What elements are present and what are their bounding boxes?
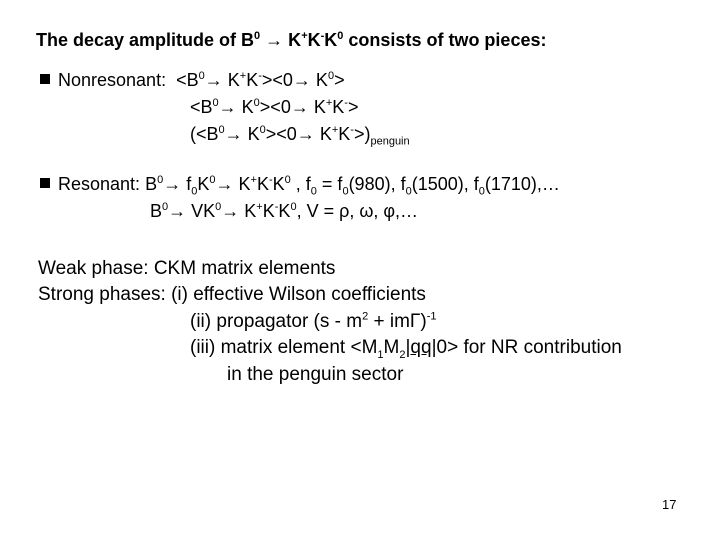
nonresonant-line-1: Nonresonant: $<B^0\to K^+K^-><0\to K^0>$ <box>58 70 345 90</box>
bullet-nonresonant <box>40 74 50 84</box>
resonant-label: Resonant: <box>58 174 141 194</box>
slide-title: The decay amplitude of $B^0 \to K^+K^-K^0$ consists of two pieces: <box>36 30 547 50</box>
weak-phase-line: Weak phase: CKM matrix elements <box>38 258 336 279</box>
nonresonant-line-2: $<B^0\to K^0><0\to K^+K^->$ <box>190 97 359 117</box>
bullet-resonant <box>40 178 50 188</box>
page-number: 17 <box>662 497 677 512</box>
propagator-line: (ii) propagator $(s - m^2 + im\Gamma)^{-1}$ <box>190 310 437 332</box>
matrix-element-line: (iii) matrix element $<M_1M_2|qq|0>$ for NR contribution <box>190 337 622 361</box>
resonant-line-2: $B^0\to VK^0\to K^+K^-K^0$, V = ρ, ω, φ,… <box>150 201 419 221</box>
nonresonant-label: Nonresonant: <box>58 70 167 90</box>
resonant-line-1: Resonant: $B^0\to f_0K^0\to K^+K^-K^0$ , $f_0 = f_0(980)$, $f_0(1500)$, $f_0(1710),\dots$ <box>58 174 560 198</box>
qq-bar: qq <box>410 337 432 358</box>
strong-phases-line: Strong phases: (i) effective Wilson coefficients <box>38 284 426 305</box>
nonresonant-line-3: $(<B^0\to K^0><0\to K^+K^->)_{penguin}$ <box>190 124 410 148</box>
penguin-sector-line: in the penguin sector <box>227 364 404 385</box>
